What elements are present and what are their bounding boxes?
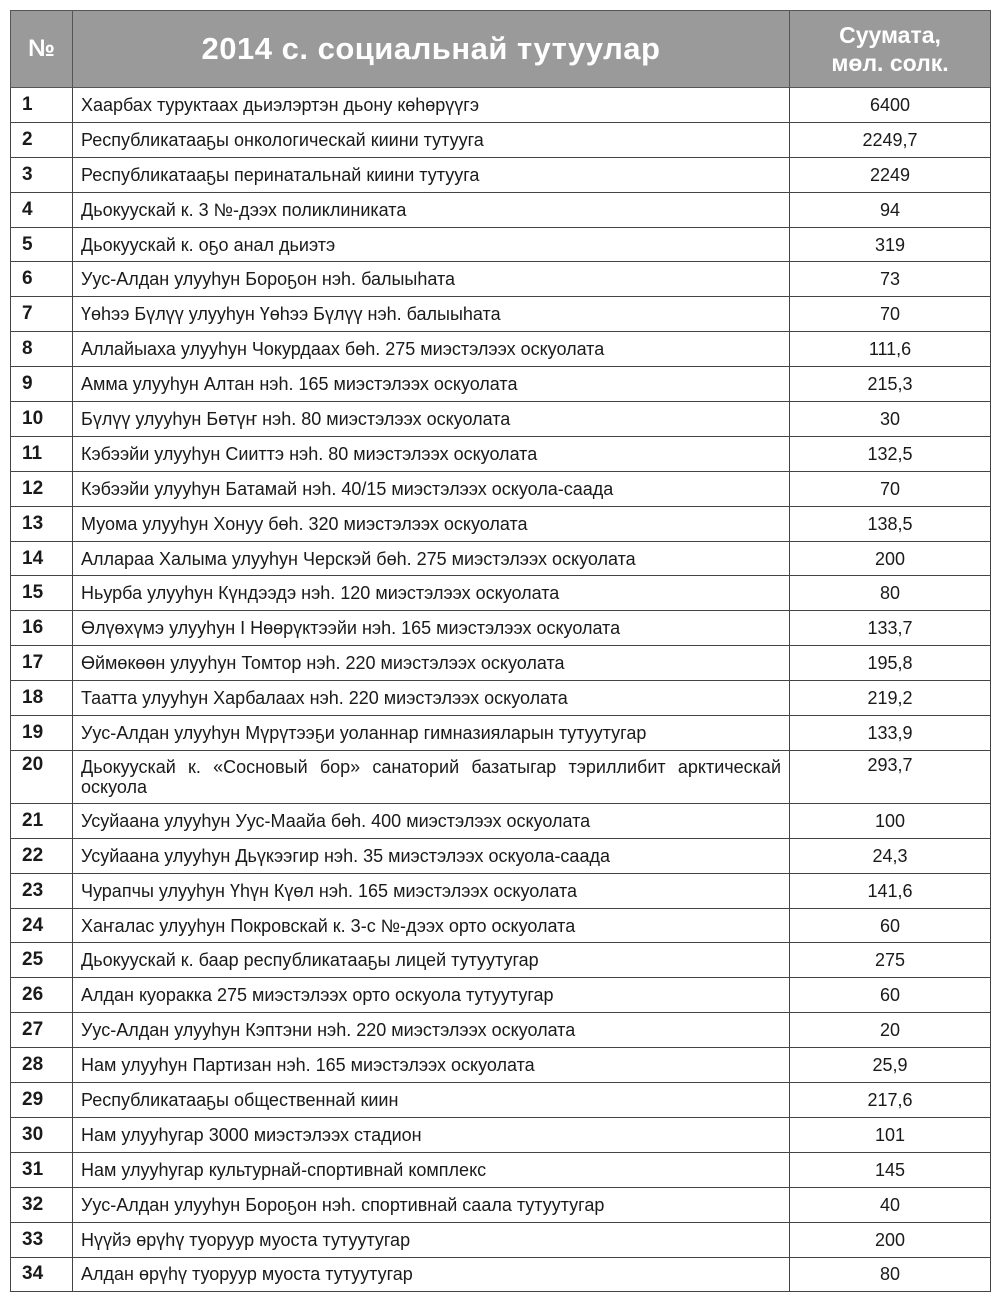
row-sum: 217,6 [790,1083,991,1118]
table-row [11,1013,991,1048]
row-number: 26 [11,978,73,1013]
row-number: 19 [11,716,73,751]
row-number: 32 [11,1187,73,1222]
row-sum: 319 [790,227,991,262]
social-objects-table [10,10,991,1292]
row-sum: 20 [790,1013,991,1048]
social-objects-table-page [10,10,990,1292]
row-number: 10 [11,402,73,437]
table-row [11,873,991,908]
table-row [11,750,991,803]
table-row [11,332,991,367]
row-number: 25 [11,943,73,978]
row-object-name: Кэбээйи улууһун Батамай нэһ. 40/15 миэстэлээх оскуола-саада [73,471,790,506]
row-number: 14 [11,541,73,576]
row-sum: 145 [790,1152,991,1187]
table-row [11,943,991,978]
table-row [11,506,991,541]
row-sum: 200 [790,541,991,576]
row-sum: 94 [790,192,991,227]
row-sum: 73 [790,262,991,297]
row-number: 33 [11,1222,73,1257]
table-row [11,646,991,681]
row-number: 11 [11,436,73,471]
row-object-name: Республикатааҕы перинатальнай киини тутууга [73,157,790,192]
row-object-name: Бүлүү улууһун Бөтүҥ нэһ. 80 миэстэлээх оскуолата [73,402,790,437]
row-sum: 100 [790,803,991,838]
row-object-name: Дьокуускай к. 3 №-дээх поликлиниката [73,192,790,227]
row-number: 16 [11,611,73,646]
table-row [11,367,991,402]
table-body [11,88,991,1292]
row-sum: 2249,7 [790,122,991,157]
table-row [11,1083,991,1118]
row-sum: 275 [790,943,991,978]
row-number: 30 [11,1117,73,1152]
row-sum: 219,2 [790,681,991,716]
row-sum: 70 [790,297,991,332]
row-number: 3 [11,157,73,192]
row-object-name: Усуйаана улууһун Дьүкээгир нэһ. 35 миэстэлээх оскуола-саада [73,838,790,873]
row-sum: 293,7 [790,750,991,803]
row-number: 9 [11,367,73,402]
row-object-name: Уус-Алдан улууһун Мүрүтээҕи уоланнар гимназияларын тутуутугар [73,716,790,751]
row-sum: 40 [790,1187,991,1222]
row-object-name: Чурапчы улууһун Үһүн Күөл нэһ. 165 миэстэлээх оскуолата [73,873,790,908]
row-object-name: Нам улууһугар 3000 миэстэлээх стадион [73,1117,790,1152]
table-row [11,1257,991,1292]
row-number: 28 [11,1048,73,1083]
row-number: 7 [11,297,73,332]
row-object-name: Дьокуускай к. оҕо анал дьиэтэ [73,227,790,262]
row-object-name: Хаҥалас улууһун Покровскай к. 3-с №-дээх орто оскуолата [73,908,790,943]
row-object-name: Республикатааҕы онкологическай киини тутууга [73,122,790,157]
row-sum: 30 [790,402,991,437]
row-object-name: Дьокуускай к. баар республикатааҕы лицей тутуутугар [73,943,790,978]
table-row [11,471,991,506]
row-sum: 24,3 [790,838,991,873]
table-row [11,227,991,262]
row-number: 2 [11,122,73,157]
row-sum: 60 [790,978,991,1013]
row-sum: 80 [790,576,991,611]
row-number: 22 [11,838,73,873]
row-number: 20 [11,750,73,803]
table-row [11,1187,991,1222]
row-object-name: Таатта улууһун Харбалаах нэһ. 220 миэстэлээх оскуолата [73,681,790,716]
row-number: 8 [11,332,73,367]
row-number: 12 [11,471,73,506]
row-object-name: Республикатааҕы общественнай киин [73,1083,790,1118]
row-object-name: Аллайыаха улууһун Чокурдаах бөһ. 275 миэстэлээх оскуолата [73,332,790,367]
table-row [11,803,991,838]
table-row [11,838,991,873]
row-object-name: Амма улууһун Алтан нэһ. 165 миэстэлээх оскуолата [73,367,790,402]
table-row [11,1048,991,1083]
row-object-name: Үөһээ Бүлүү улууһун Үөһээ Бүлүү нэһ. балыыһата [73,297,790,332]
table-row [11,681,991,716]
row-object-name: Кэбээйи улууһун Сииттэ нэһ. 80 миэстэлээх оскуолата [73,436,790,471]
row-sum: 6400 [790,88,991,123]
table-row [11,88,991,123]
row-sum: 2249 [790,157,991,192]
row-sum: 195,8 [790,646,991,681]
row-number: 29 [11,1083,73,1118]
table-row [11,541,991,576]
table-row [11,436,991,471]
row-sum: 141,6 [790,873,991,908]
row-sum: 101 [790,1117,991,1152]
row-sum: 132,5 [790,436,991,471]
row-object-name: Усуйаана улууһун Уус-Маайа бөһ. 400 миэстэлээх оскуолата [73,803,790,838]
row-object-name: Өлүөхүмэ улууһун I Нөөрүктээйи нэһ. 165 миэстэлээх оскуолата [73,611,790,646]
table-row [11,716,991,751]
row-sum: 80 [790,1257,991,1292]
row-object-name: Нам улууһугар культурнай-спортивнай комплекс [73,1152,790,1187]
table-row [11,576,991,611]
row-sum: 215,3 [790,367,991,402]
row-object-name: Нүүйэ өрүһү туоруур муоста тутуутугар [73,1222,790,1257]
table-row [11,192,991,227]
table-row [11,611,991,646]
row-object-name: Муома улууһун Хонуу бөһ. 320 миэстэлээх оскуолата [73,506,790,541]
row-sum: 133,7 [790,611,991,646]
table-row [11,122,991,157]
row-number: 34 [11,1257,73,1292]
header-sum-line1: Суумата, [839,22,941,48]
row-object-name: Уус-Алдан улууһун Бороҕон нэһ. балыыһата [73,262,790,297]
row-number: 31 [11,1152,73,1187]
row-number: 21 [11,803,73,838]
row-number: 18 [11,681,73,716]
row-number: 4 [11,192,73,227]
table-row [11,402,991,437]
header-sum-line2: мөл. солк. [831,50,949,76]
row-sum: 70 [790,471,991,506]
row-object-name: Хаарбах туруктаах дьиэлэртэн дьону көһөрүүгэ [73,88,790,123]
row-object-name: Уус-Алдан улууһун Бороҕон нэһ. спортивнай саала тутуутугар [73,1187,790,1222]
table-row [11,1117,991,1152]
row-sum: 60 [790,908,991,943]
table-row [11,262,991,297]
header-number: № [11,11,73,88]
row-object-name: Алдан куоракка 275 миэстэлээх орто оскуола тутуутугар [73,978,790,1013]
table-row [11,978,991,1013]
row-number: 15 [11,576,73,611]
header-title: 2014 с. социальнай тутуулар [73,11,790,88]
table-row [11,157,991,192]
row-number: 23 [11,873,73,908]
row-object-name: Дьокуускай к. «Сосновый бор» санаторий базатыгар тэриллибит арктическай оскуола [73,750,790,803]
row-number: 24 [11,908,73,943]
row-sum: 138,5 [790,506,991,541]
row-number: 5 [11,227,73,262]
row-sum: 133,9 [790,716,991,751]
row-object-name: Уус-Алдан улууһун Кэптэни нэһ. 220 миэстэлээх оскуолата [73,1013,790,1048]
row-number: 13 [11,506,73,541]
row-number: 6 [11,262,73,297]
row-object-name: Нам улууһун Партизан нэһ. 165 миэстэлээх оскуолата [73,1048,790,1083]
row-number: 17 [11,646,73,681]
row-object-name: Өймөкөөн улууһун Томтор нэһ. 220 миэстэлээх оскуолата [73,646,790,681]
row-object-name: Алдан өрүһү туоруур муоста тутуутугар [73,1257,790,1292]
row-object-name: Ньурба улууһун Күндээдэ нэһ. 120 миэстэлээх оскуолата [73,576,790,611]
row-sum: 200 [790,1222,991,1257]
row-object-name: Аллараа Халыма улууһун Черскэй бөһ. 275 миэстэлээх оскуолата [73,541,790,576]
header-sum [790,11,991,88]
table-row [11,297,991,332]
table-row [11,1222,991,1257]
table-header-row [11,11,991,88]
table-row [11,1152,991,1187]
row-number: 27 [11,1013,73,1048]
row-sum: 25,9 [790,1048,991,1083]
table-row [11,908,991,943]
row-number: 1 [11,88,73,123]
row-sum: 111,6 [790,332,991,367]
